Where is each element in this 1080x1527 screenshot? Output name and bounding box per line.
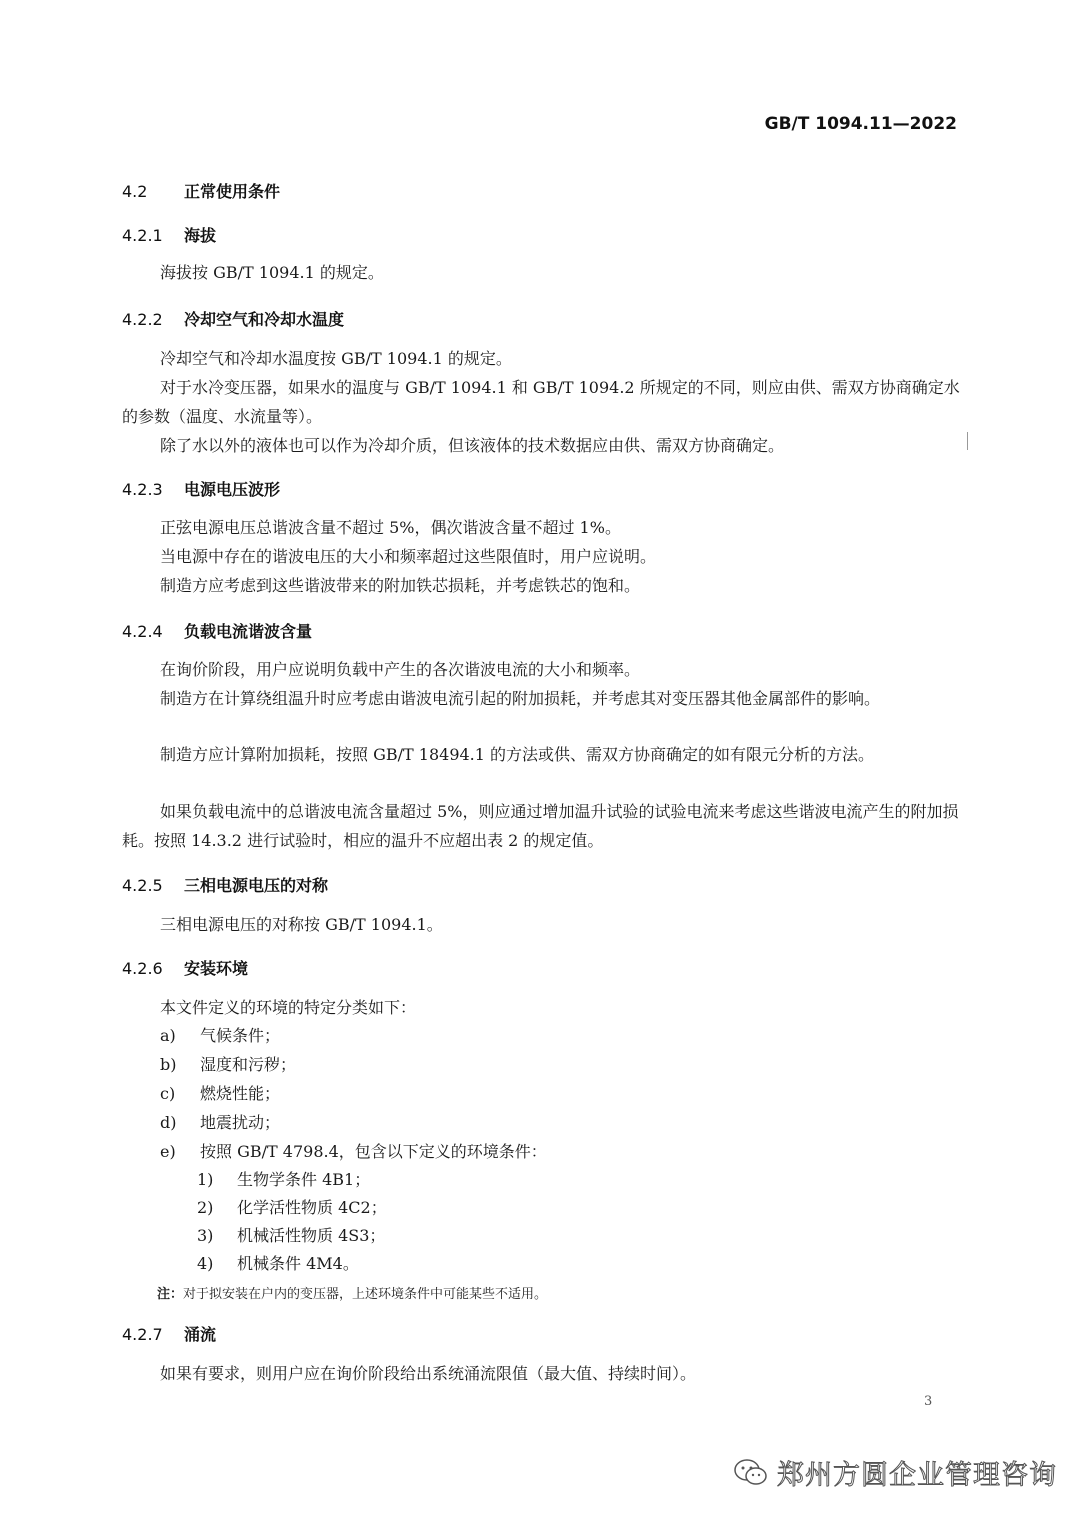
section-heading-4-2-4 xyxy=(122,619,312,642)
list-item xyxy=(160,1137,960,1166)
sub-list-item xyxy=(197,1193,960,1222)
list-label: d) xyxy=(160,1113,177,1132)
section-heading-4-2 xyxy=(122,179,280,202)
section-number: 4.2.4 xyxy=(122,622,163,641)
paragraph: 三相电源电压的对称按 GB/T 1094.1。 xyxy=(160,915,443,934)
sub-list-label: 4) xyxy=(197,1254,214,1273)
sub-list-text: 机械活性物质 4S3； xyxy=(237,1226,386,1245)
paragraph: 正弦电源电压总谐波含量不超过 5%，偶次谐波含量不超过 1%。 xyxy=(160,518,621,537)
sub-list-item xyxy=(197,1249,960,1278)
paragraph: 对于水冷变压器，如果水的温度与 GB/T 1094.1 和 GB/T 1094.2 所规定的不同，则应由供、需双方协商确定水的参数（温度、水流量等）。 xyxy=(122,378,960,426)
list-text: 湿度和污秽； xyxy=(200,1055,297,1074)
section-title: 海拔 xyxy=(184,226,217,245)
sub-list-item xyxy=(197,1221,960,1250)
list-label: e) xyxy=(160,1142,176,1161)
sub-list-label: 1) xyxy=(197,1170,214,1189)
section-title: 安装环境 xyxy=(184,959,249,978)
list-label: c) xyxy=(160,1084,176,1103)
section-title: 涌流 xyxy=(184,1325,217,1344)
list-text: 燃烧性能； xyxy=(200,1084,281,1103)
section-heading-4-2-5 xyxy=(122,873,328,896)
sub-list-text: 化学活性物质 4C2； xyxy=(237,1198,387,1217)
document-code: GB/T 1094.11—2022 xyxy=(764,114,957,134)
wechat-icon xyxy=(733,1458,769,1488)
note-label: 注： xyxy=(157,1287,184,1302)
section-title: 冷却空气和冷却水温度 xyxy=(184,310,345,329)
section-title: 负载电流谐波含量 xyxy=(184,622,313,641)
section-heading-4-2-7 xyxy=(122,1322,216,1345)
paragraph: 制造方在计算绕组温升时应考虑由谐波电流引起的附加损耗，并考虑其对变压器其他金属部件的影响。 xyxy=(160,689,881,708)
section-number: 4.2.2 xyxy=(122,310,163,329)
section-title: 正常使用条件 xyxy=(184,182,281,201)
page-number: 3 xyxy=(924,1394,933,1409)
list-item xyxy=(160,1021,960,1050)
sub-list-label: 3) xyxy=(197,1226,214,1245)
section-number: 4.2.6 xyxy=(122,959,163,978)
section-number: 4.2 xyxy=(122,182,148,201)
sub-list-text: 机械条件 4M4。 xyxy=(237,1254,359,1273)
paragraph: 制造方应考虑到这些谐波带来的附加铁芯损耗，并考虑铁芯的饱和。 xyxy=(160,576,641,595)
paragraph: 在询价阶段，用户应说明负载中产生的各次谐波电流的大小和频率。 xyxy=(160,660,641,679)
section-title: 电源电压波形 xyxy=(184,480,281,499)
section-number: 4.2.5 xyxy=(122,876,163,895)
list-item xyxy=(160,1079,960,1108)
paragraph: 制造方应计算附加损耗，按照 GB/T 18494.1 的方法或供、需双方协商确定的如有限元分析的方法。 xyxy=(160,745,875,764)
section-number: 4.2.7 xyxy=(122,1325,163,1344)
list-item xyxy=(160,1108,960,1137)
paragraph: 当电源中存在的谐波电压的大小和频率超过这些限值时，用户应说明。 xyxy=(160,547,657,566)
section-title: 三相电源电压的对称 xyxy=(184,876,329,895)
list-text: 按照 GB/T 4798.4，包含以下定义的环境条件： xyxy=(200,1142,547,1161)
section-heading-4-2-1 xyxy=(122,223,216,246)
paragraph: 冷却空气和冷却水温度按 GB/T 1094.1 的规定。 xyxy=(160,349,512,368)
watermark-text: 郑州方圆企业管理咨询 xyxy=(777,1460,1057,1491)
section-heading-4-2-3 xyxy=(122,477,280,500)
list-label: a) xyxy=(160,1026,176,1045)
paragraph: 如果负载电流中的总谐波电流含量超过 5%，则应通过增加温升试验的试验电流来考虑这些谐波电流产生的附加损耗。按照 14.3.2 进行试验时，相应的温升不应超出表 2 的规定值。 xyxy=(122,802,959,850)
section-number: 4.2.3 xyxy=(122,480,163,499)
list-text: 气候条件； xyxy=(200,1026,281,1045)
watermark xyxy=(733,1453,1057,1492)
section-heading-4-2-2 xyxy=(122,307,344,330)
sub-list-label: 2) xyxy=(197,1198,214,1217)
paragraph: 如果有要求，则用户应在询价阶段给出系统涌流限值（最大值、持续时间）。 xyxy=(160,1364,697,1383)
note xyxy=(157,1283,547,1302)
paragraph: 本文件定义的环境的特定分类如下： xyxy=(160,998,417,1017)
list-text: 地震扰动； xyxy=(200,1113,281,1132)
list-label: b) xyxy=(160,1055,177,1074)
paragraph: 海拔按 GB/T 1094.1 的规定。 xyxy=(160,263,384,282)
sub-list-item xyxy=(197,1165,960,1194)
list-item xyxy=(160,1050,960,1079)
section-number: 4.2.1 xyxy=(122,226,163,245)
paragraph: 除了水以外的液体也可以作为冷却介质，但该液体的技术数据应由供、需双方协商确定。 xyxy=(160,436,785,455)
margin-mark xyxy=(967,432,968,450)
sub-list-text: 生物学条件 4B1； xyxy=(237,1170,371,1189)
note-text: 对于拟安装在户内的变压器，上述环境条件中可能某些不适用。 xyxy=(183,1287,548,1302)
section-heading-4-2-6 xyxy=(122,956,248,979)
